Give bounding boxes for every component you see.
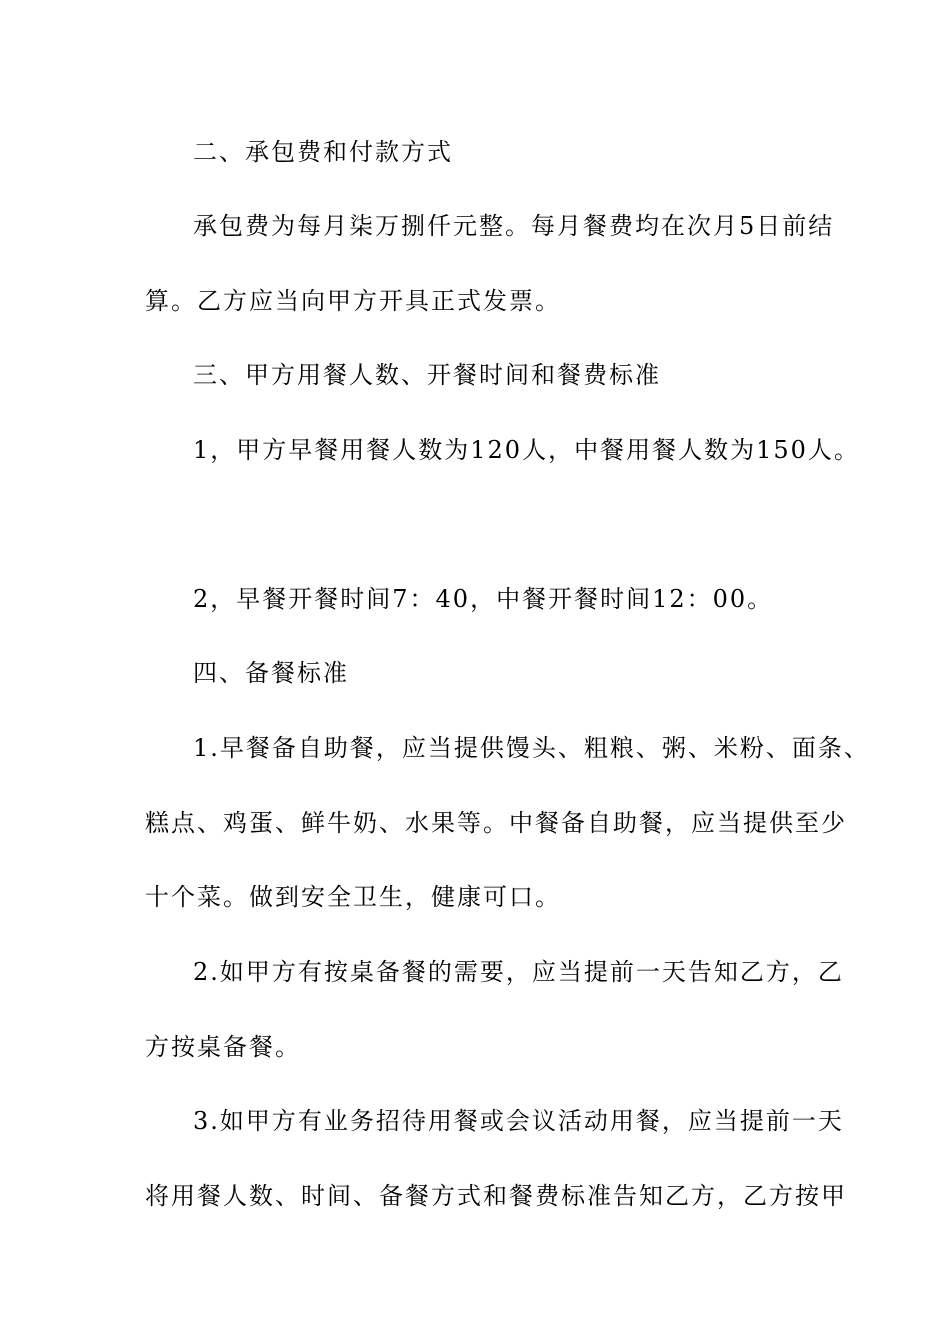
paragraph-line: 3.如甲方有业务招待用餐或会议活动用餐，应当提前一天 [193, 1107, 844, 1135]
paragraph-line: 承包费为每月柒万捌仟元整。每月餐费均在次月5日前结 [193, 212, 835, 240]
paragraph-line: 算。乙方应当向甲方开具正式发票。 [145, 287, 561, 315]
section-heading-contract-fee: 二、承包费和付款方式 [193, 138, 453, 166]
section-heading-dining-numbers: 三、甲方用餐人数、开餐时间和餐费标准 [193, 361, 661, 389]
paragraph-line: 糕点、鸡蛋、鲜牛奶、水果等。中餐备自助餐，应当提供至少 [145, 809, 847, 837]
section-heading-meal-standard: 四、备餐标准 [193, 659, 349, 687]
paragraph-line: 方按桌备餐。 [145, 1033, 301, 1061]
paragraph-line: 1，甲方早餐用餐人数为120人，中餐用餐人数为150人。 [193, 436, 860, 464]
paragraph-line: 2.如甲方有按桌备餐的需要，应当提前一天告知乙方，乙 [193, 958, 844, 986]
paragraph-line: 2，早餐开餐时间7：40，中餐开餐时间12：00。 [193, 585, 774, 613]
paragraph-line: 十个菜。做到安全卫生，健康可口。 [145, 883, 561, 911]
paragraph-line: 1.早餐备自助餐，应当提供馒头、粗粮、粥、米粉、面条、 [193, 734, 870, 762]
paragraph-line: 将用餐人数、时间、备餐方式和餐费标准告知乙方，乙方按甲 [145, 1182, 847, 1210]
